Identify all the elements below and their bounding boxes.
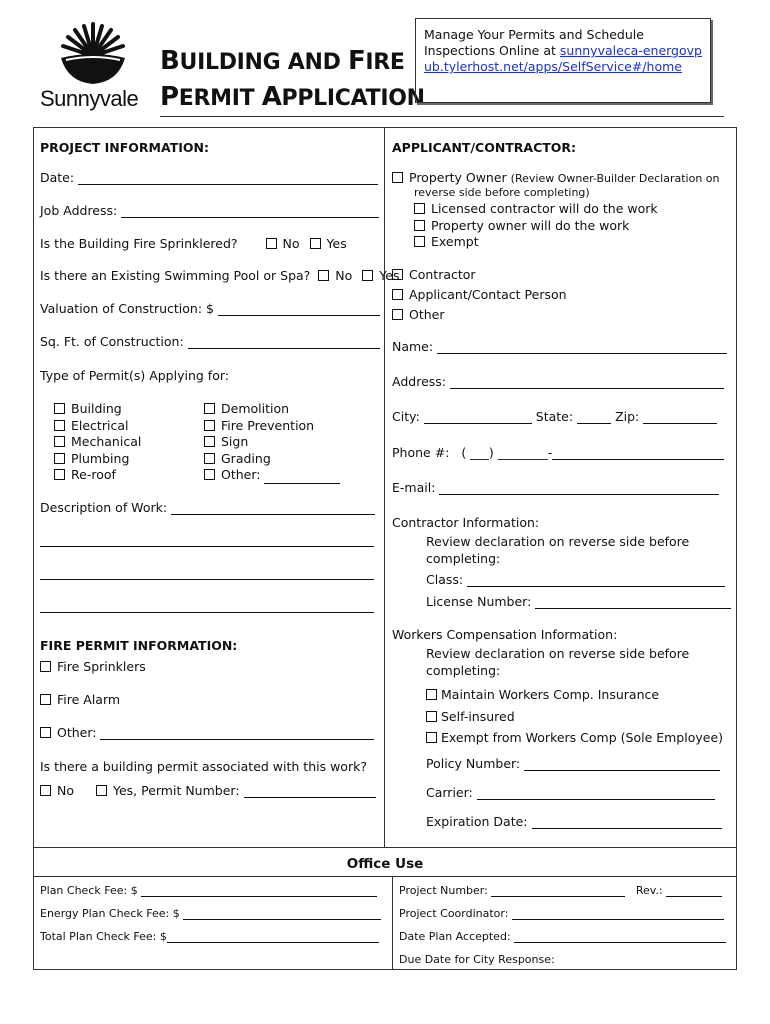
self-service-link[interactable]: sunnyvaleca-energovpub.tylerhost.net/apps/SelfService#/home <box>424 43 702 74</box>
office-use-header: Office Use <box>346 856 424 872</box>
associated-permit-question: Is there a building permit associated with this work? <box>40 759 367 774</box>
policy-field[interactable] <box>524 758 720 771</box>
property-owner-label: Property Owner <box>409 170 507 185</box>
review-text: Review declaration on reverse side before <box>426 646 690 661</box>
coordinator-field[interactable] <box>512 907 724 920</box>
checkbox[interactable] <box>54 469 65 480</box>
yes-label: Yes <box>326 236 347 251</box>
assoc-no-checkbox[interactable] <box>40 785 51 796</box>
carrier-field[interactable] <box>477 787 715 800</box>
description-line[interactable] <box>40 567 374 580</box>
description-field[interactable] <box>171 502 375 515</box>
fire-other-label: Other: <box>57 725 97 740</box>
project-number-label: Project Number: <box>399 884 488 897</box>
checkbox[interactable] <box>426 689 437 700</box>
plan-check-label: Plan Check Fee: $ <box>40 884 138 897</box>
description-label: Description of Work: <box>40 500 168 515</box>
pool-question: Is there an Existing Swimming Pool or Spa? <box>40 268 311 283</box>
owner-options <box>414 201 658 251</box>
checkbox[interactable] <box>204 420 215 431</box>
sunnyvale-logo <box>40 20 145 115</box>
column-divider <box>384 127 385 847</box>
valuation-label: Valuation of Construction: $ <box>40 301 214 316</box>
sprinkler-yes-checkbox[interactable] <box>310 238 321 249</box>
sqft-label: Sq. Ft. of Construction: <box>40 334 184 349</box>
class-label: Class: <box>426 572 464 587</box>
date-field[interactable] <box>78 172 378 185</box>
owner-option[interactable]: Exempt <box>414 234 658 251</box>
date-accepted-label: Date Plan Accepted: <box>399 930 511 943</box>
other-permit-field[interactable] <box>264 471 340 484</box>
role-options <box>392 265 567 325</box>
email-field[interactable] <box>439 482 719 495</box>
checkbox[interactable] <box>54 403 65 414</box>
online-permits-box <box>415 18 711 103</box>
wc-option[interactable]: Exempt from Workers Comp (Sole Employee) <box>426 727 723 749</box>
project-number-field[interactable] <box>491 884 625 897</box>
checkbox[interactable] <box>204 453 215 464</box>
sprinkler-no-checkbox[interactable] <box>266 238 277 249</box>
fire-alarm-label: Fire Alarm <box>57 692 121 707</box>
pool-yes-checkbox[interactable] <box>362 270 373 281</box>
workers-comp-label: Workers Compensation Information: <box>392 627 618 642</box>
phone-field[interactable] <box>552 447 724 460</box>
city-field[interactable] <box>424 411 532 424</box>
page-title: BUILDING AND FIRE PERMIT APPLICATION <box>160 46 425 112</box>
no-label: No <box>335 268 353 283</box>
checkbox[interactable] <box>204 436 215 447</box>
checkbox[interactable] <box>426 732 437 743</box>
office-column-divider <box>392 876 393 970</box>
role-option[interactable]: Applicant/Contact Person <box>392 285 567 305</box>
expiration-label: Expiration Date: <box>426 814 528 829</box>
rev-field[interactable] <box>666 884 722 897</box>
fire-permit-header: FIRE PERMIT INFORMATION: <box>40 638 238 653</box>
pool-no-checkbox[interactable] <box>318 270 329 281</box>
energy-fee-label: Energy Plan Check Fee: $ <box>40 907 180 920</box>
owner-option[interactable]: Licensed contractor will do the work <box>414 201 658 218</box>
total-fee-label: Total Plan Check Fee: $ <box>40 930 167 943</box>
office-divider <box>33 847 737 848</box>
owner-note-2: reverse side before completing) <box>414 186 590 199</box>
fire-other-checkbox[interactable] <box>40 727 51 738</box>
checkbox[interactable] <box>392 309 403 320</box>
date-accepted-field[interactable] <box>514 930 726 943</box>
fire-other-field[interactable] <box>100 727 374 740</box>
permit-types-left <box>54 401 141 484</box>
property-owner-checkbox[interactable] <box>392 172 403 183</box>
project-info-header: PROJECT INFORMATION: <box>40 140 209 155</box>
permit-type-item[interactable]: Sign <box>204 434 340 451</box>
permit-type-item[interactable]: Plumbing <box>54 451 141 468</box>
address-label: Address: <box>392 374 446 389</box>
license-field[interactable] <box>535 596 731 609</box>
zip-label: Zip: <box>615 409 640 424</box>
sun-icon <box>58 20 128 86</box>
checkbox[interactable] <box>392 269 403 280</box>
city-label: City: <box>392 409 420 424</box>
permit-number-label: Yes, Permit Number: <box>112 783 240 798</box>
state-field[interactable] <box>577 411 611 424</box>
license-label: License Number: <box>426 594 532 609</box>
name-field[interactable] <box>437 341 727 354</box>
fire-alarm-checkbox[interactable] <box>40 694 51 705</box>
job-address-label: Job Address: <box>40 203 118 218</box>
checkbox[interactable] <box>204 469 215 480</box>
role-option[interactable]: Other <box>392 305 567 325</box>
permit-type-item[interactable]: Electrical <box>54 418 141 435</box>
header-divider <box>160 116 724 117</box>
permit-type-item[interactable]: Re-roof <box>54 467 141 484</box>
zip-field[interactable] <box>643 411 717 424</box>
checkbox[interactable] <box>204 403 215 414</box>
description-line[interactable] <box>40 600 374 613</box>
no-label: No <box>282 236 300 251</box>
wc-option[interactable]: Maintain Workers Comp. Insurance <box>426 684 723 706</box>
coordinator-label: Project Coordinator: <box>399 907 509 920</box>
wc-option[interactable]: Self-insured <box>426 706 723 728</box>
owner-note: (Review Owner-Builder Declaration on <box>510 172 720 185</box>
permit-type-item[interactable]: Mechanical <box>54 434 141 451</box>
carrier-label: Carrier: <box>426 785 473 800</box>
checkbox[interactable] <box>54 420 65 431</box>
review-text-2: completing: <box>426 551 501 566</box>
checkbox[interactable] <box>414 203 425 214</box>
job-address-field[interactable] <box>121 205 379 218</box>
online-permits-text: Manage Your Permits and Schedule Inspections Online at <box>424 27 644 58</box>
checkbox[interactable] <box>392 289 403 300</box>
valuation-field[interactable] <box>218 303 380 316</box>
fire-sprinklers-checkbox[interactable] <box>40 661 51 672</box>
permit-type-item[interactable]: Grading <box>204 451 340 468</box>
policy-label: Policy Number: <box>426 756 521 771</box>
permit-type-item[interactable]: Demolition <box>204 401 340 418</box>
total-fee-field[interactable] <box>167 930 379 943</box>
rev-label: Rev.: <box>635 884 663 897</box>
owner-option[interactable]: Property owner will do the work <box>414 218 658 235</box>
permit-type-item[interactable]: Fire Prevention <box>204 418 340 435</box>
sqft-field[interactable] <box>188 336 380 349</box>
applicant-header: APPLICANT/CONTRACTOR: <box>392 140 577 155</box>
date-label: Date: <box>40 170 75 185</box>
class-field[interactable] <box>467 574 725 587</box>
assoc-yes-checkbox[interactable] <box>96 785 107 796</box>
expiration-field[interactable] <box>532 816 722 829</box>
address-field[interactable] <box>450 376 724 389</box>
state-label: State: <box>535 409 574 424</box>
name-label: Name: <box>392 339 434 354</box>
checkbox[interactable] <box>54 453 65 464</box>
no-label: No <box>57 783 74 798</box>
checkbox[interactable] <box>414 236 425 247</box>
contractor-info-label: Contractor Information: <box>392 515 540 530</box>
checkbox[interactable] <box>414 220 425 231</box>
permit-types-label: Type of Permit(s) Applying for: <box>40 368 229 383</box>
description-line[interactable] <box>40 534 374 547</box>
plan-check-field[interactable] <box>141 884 377 897</box>
role-option[interactable]: Contractor <box>392 265 567 285</box>
due-date-label: Due Date for City Response: <box>399 953 555 966</box>
checkbox[interactable] <box>54 436 65 447</box>
review-text: Review declaration on reverse side before <box>426 534 690 549</box>
permit-number-field[interactable] <box>244 785 376 798</box>
sprinkler-question: Is the Building Fire Sprinklered? <box>40 236 238 251</box>
checkbox[interactable] <box>426 711 437 722</box>
review-text-2: completing: <box>426 663 501 678</box>
energy-fee-field[interactable] <box>183 907 381 920</box>
logo-name: Sunnyvale <box>40 86 139 111</box>
workers-comp-options <box>426 684 723 749</box>
phone-format: ( ___) ________- <box>461 445 553 460</box>
office-header-divider <box>33 876 737 877</box>
permit-types-right <box>204 401 340 484</box>
email-label: E-mail: <box>392 480 436 495</box>
yes-label: Yes <box>379 268 400 283</box>
permit-type-item[interactable]: Building <box>54 401 141 418</box>
phone-label: Phone #: <box>392 445 450 460</box>
permit-type-item[interactable]: Other: <box>204 467 340 484</box>
fire-sprinklers-label: Fire Sprinklers <box>57 659 146 674</box>
